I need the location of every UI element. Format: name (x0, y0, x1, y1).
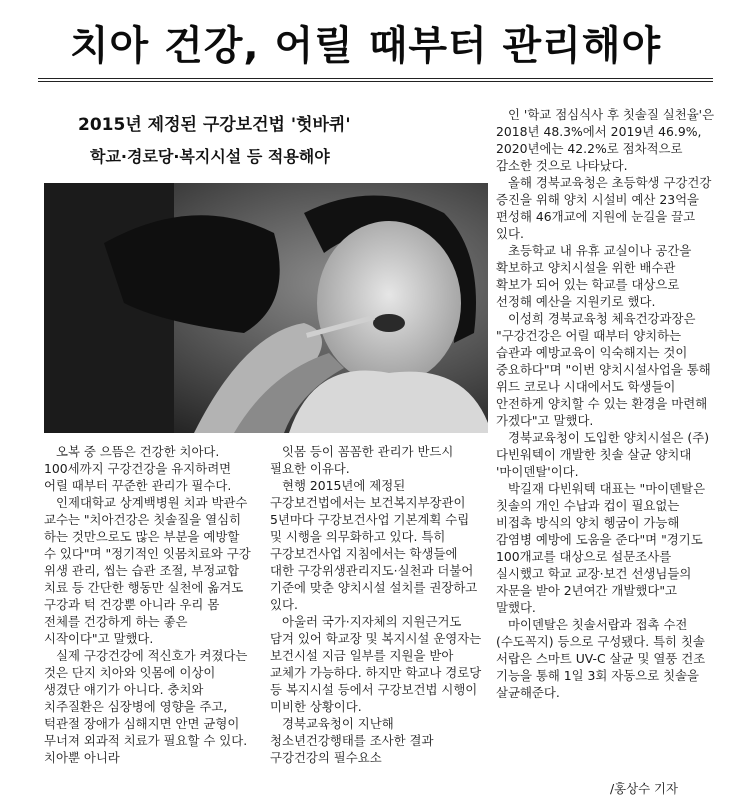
article-paragraph: 인제대학교 상계백병원 치과 박관수 교수는 "치아건강은 칫솔질을 열심히 하는 것만으로도 많은 부분을 예방할 수 있다"며 "정기적인 잇몸치료와 구강 위생 관리, 씹는 습관 조절, 부정교합 치료 등 간단한 행동만 실천에 옮겨도 구강과 턱 건강뿐 아니라 우리 몸 전체를 건강하게 하는 좋은 시작이다"고 말했다. (44, 495, 251, 646)
article-paragraph: 올해 경북교육청은 초등학생 구강건강 증진을 위해 양치 시설비 예산 23억을 편성해 46개교에 지원에 눈길을 끌고 있다. (496, 175, 712, 241)
article-paragraph: 경북교육청이 도입한 양치시설은 (주)다빈워텍이 개발한 칫솔 살균 양치대 '마이덴탈'이다. (496, 430, 710, 479)
article-paragraph: 실제 구강건강에 적신호가 켜졌다는 것은 단지 치아와 잇몸에 이상이 생겼단 얘기가 아니다. 충치와 치주질환은 심장병에 영향을 주고, 턱관절 장애가 심해지면 안면 균형이 무너져 외과적 치료가 필요할 수 있다. 치아뿐 아니라 (44, 648, 248, 765)
article-paragraph: 마이덴탈은 칫솔서랍과 접촉 수전(수도꼭지) 등으로 구성됐다. 특히 칫솔 서랍은 스마트 UV-C 살균 및 열풍 건조 기능을 통해 1일 3회 자동으로 칫솔을 살균해준다. (496, 617, 706, 700)
article-headline: 치아 건강, 어릴 때부터 관리해야 (69, 23, 662, 69)
article-column-1 (44, 443, 255, 766)
article-paragraph: 오복 중 으뜸은 건강한 치아다. 100세까지 구강건강을 유지하려면 어릴 때부터 꾸준한 관리가 필수다. (44, 444, 232, 493)
article-paragraph: 경북교육청이 지난해 청소년건강행태를 조사한 결과 구강건강의 필수요소 (270, 716, 434, 765)
article-paragraph: 초등학교 내 유휴 교실이나 공간을 확보하고 양치시설을 위한 배수관 확보가 되어 있는 학교를 대상으로 선정해 예산을 지원키로 했다. (496, 243, 692, 309)
article-column-3 (496, 106, 715, 701)
subheadline-secondary: 학교·경로당·복지시설 등 적용해야 (90, 147, 330, 166)
article-paragraph: 인 '학교 점심식사 후 칫솔질 실천율'은 2018년 48.3%에서 2019년 46.9%, 2020년에는 42.2%로 점차적으로 감소한 것으로 나타났다. (496, 107, 715, 173)
subheadline-primary: 2015년 제정된 구강보건법 '헛바퀴' (78, 115, 351, 135)
article-column-2 (270, 443, 483, 766)
byline: /홍상수 기자 (610, 781, 678, 796)
article-paragraph: 아울러 국가·지자체의 지원근거도 담겨 있어 학교장 및 복지시설 운영자는 보건시설 지금 일부를 지원을 받아 교체가 가능하다. 하지만 학교나 경로당 등 복지시설 등에서 구강보건법 시행이 미비한 상황이다. (270, 614, 482, 714)
article-paragraph: 잇몸 등이 꼼꼼한 관리가 반드시 필요한 이유다. (270, 444, 454, 476)
article-paragraph: 이성희 경북교육청 체육건강과장은 "구강건강은 어릴 때부터 양치하는 습관과 예방교육이 익숙해지는 것이 중요하다"며 "이번 양치시설사업을 통해 위드 코로나 시대에서도 학생들이 안전하게 양치할 수 있는 환경을 마련해 가겠다"고 말했다. (496, 311, 711, 428)
headline-rule (38, 78, 713, 79)
headline-rule-secondary (38, 81, 713, 82)
dental-exam-photo-icon (44, 183, 488, 433)
article-paragraph: 현행 2015년에 제정된 구강보건법에서는 보건복지부장관이 5년마다 구강보건사업 기본계획 수립 및 시행을 의무화하고 있다. 특히 구강보건사업 지침에서는 학생들에 대한 구강위생관리지도·실천과 더불어 기준에 맞춘 양치시설 설치를 권장하고 있다. (270, 478, 478, 612)
article-photo (44, 183, 488, 433)
article-paragraph: 박길재 다빈워텍 대표는 "마이덴탈은 칫솔의 개인 수납과 컵이 필요없는 비접촉 방식의 양치 헹굼이 가능해 감염병 예방에 도움을 준다"며 "경기도 100개교를 대상으로 설문조사를 실시했고 학교 교장·보건 선생님들의 자문을 받아 2년여간 개발했다"고 말했다. (496, 481, 706, 615)
